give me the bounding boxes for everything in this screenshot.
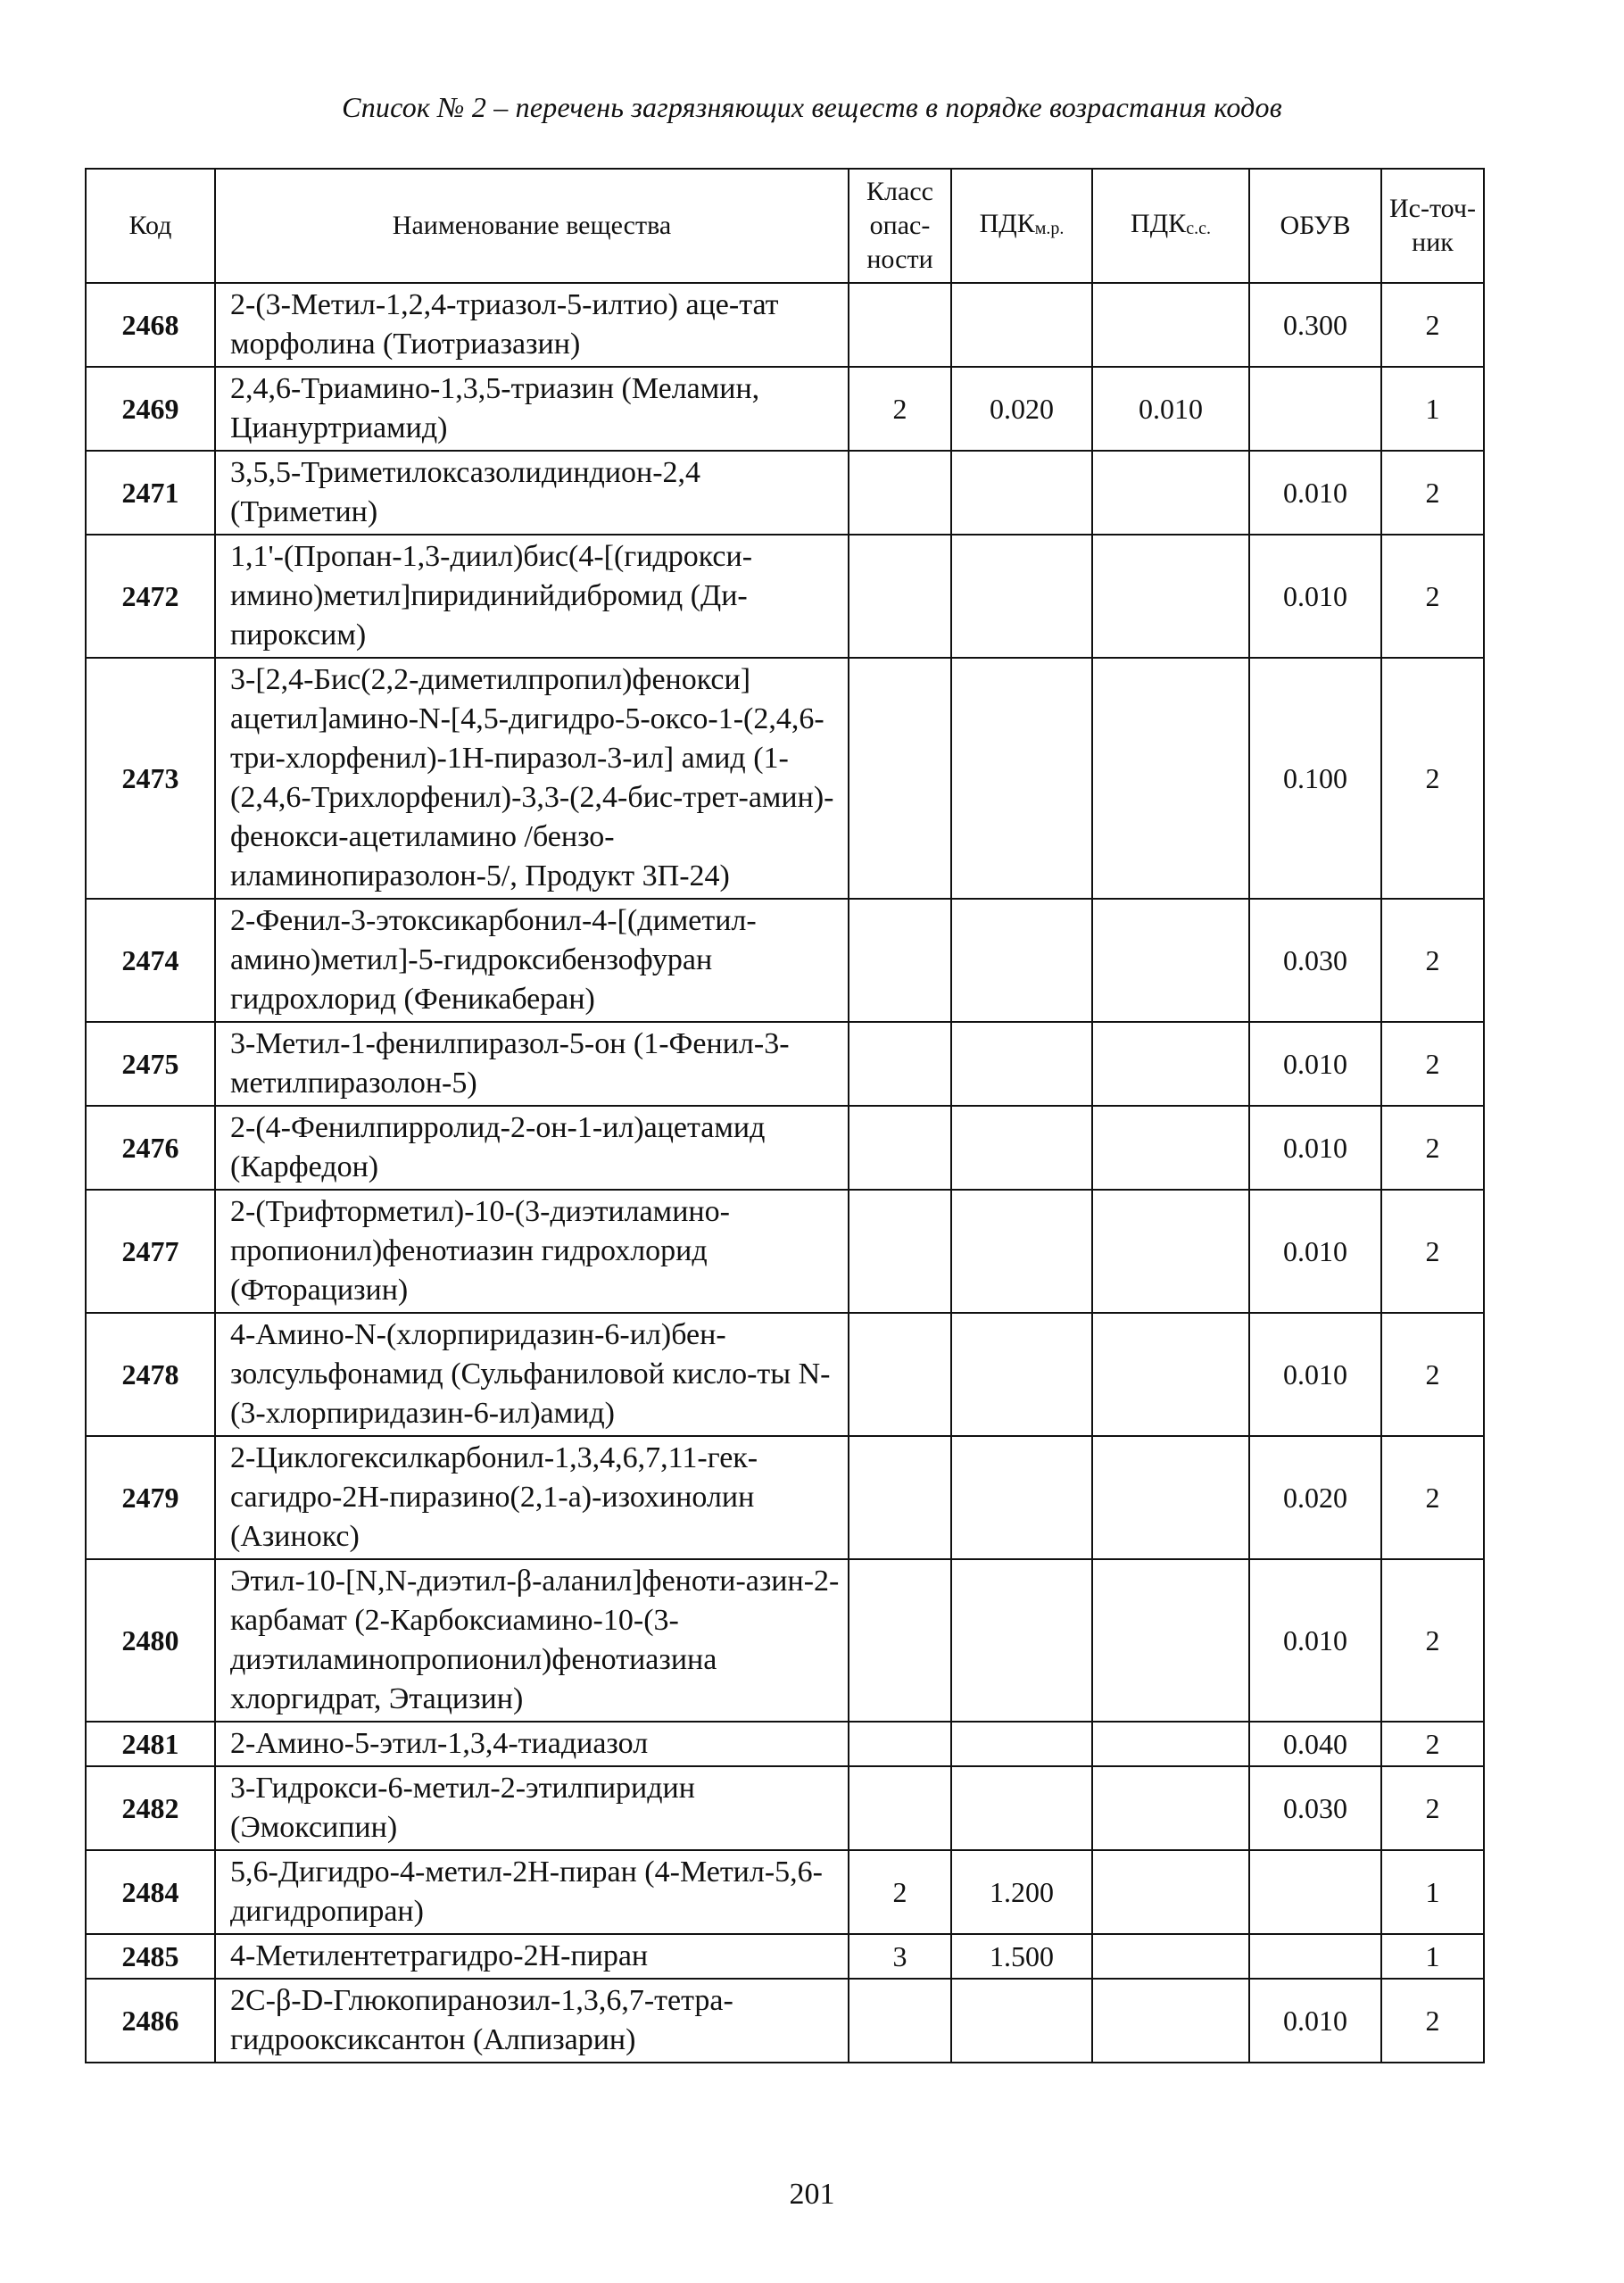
substance-name: Этил-10-[N,N-диэтил-β-аланил]феноти-азин-2-карбамат (2-Карбоксиамино-10-(3-диэтиламинопропионил)фенотиазина хлоргидрат, Этацизин) bbox=[215, 1559, 849, 1722]
pdk-ss-value bbox=[1092, 1313, 1249, 1436]
header-pdk-ss-main: ПДК bbox=[1131, 208, 1187, 238]
table-header-row bbox=[86, 169, 1484, 283]
pdk-mr-value bbox=[951, 283, 1092, 367]
substance-name: 2С-β-D-Глюкопиранозил-1,3,6,7-тетра-гидрооксиксантон (Алпизарин) bbox=[215, 1979, 849, 2063]
hazard-class: 3 bbox=[849, 1934, 951, 1979]
source-value: 2 bbox=[1381, 1559, 1484, 1722]
pdk-mr-value bbox=[951, 451, 1092, 535]
substance-name: 3-Метил-1-фенилпиразол-5-он (1-Фенил-3-метилпиразолон-5) bbox=[215, 1022, 849, 1106]
substance-name: 3-Гидрокси-6-метил-2-этилпиридин (Эмоксипин) bbox=[215, 1766, 849, 1850]
source-value: 2 bbox=[1381, 1313, 1484, 1436]
substance-name: 2-(4-Фенилпирролид-2-он-1-ил)ацетамид (Карфедон) bbox=[215, 1106, 849, 1190]
substance-code: 2478 bbox=[86, 1313, 215, 1436]
source-value: 2 bbox=[1381, 899, 1484, 1022]
hazard-class bbox=[849, 658, 951, 899]
header-pdk-mr bbox=[951, 169, 1092, 283]
obuv-value: 0.100 bbox=[1249, 658, 1381, 899]
obuv-value: 0.300 bbox=[1249, 283, 1381, 367]
substances-table bbox=[85, 168, 1485, 2063]
pdk-mr-value bbox=[951, 1190, 1092, 1313]
source-value: 2 bbox=[1381, 1106, 1484, 1190]
substance-name: 5,6-Дигидро-4-метил-2Н-пиран (4-Метил-5,6-дигидропиран) bbox=[215, 1850, 849, 1934]
source-value: 1 bbox=[1381, 1934, 1484, 1979]
pdk-ss-value bbox=[1092, 1979, 1249, 2063]
substance-code: 2472 bbox=[86, 535, 215, 658]
table-body bbox=[86, 283, 1484, 2063]
obuv-value: 0.020 bbox=[1249, 1436, 1381, 1559]
source-value: 2 bbox=[1381, 1766, 1484, 1850]
table-row bbox=[86, 1106, 1484, 1190]
table-row bbox=[86, 1934, 1484, 1979]
hazard-class: 2 bbox=[849, 367, 951, 451]
substance-code: 2485 bbox=[86, 1934, 215, 1979]
obuv-value: 0.010 bbox=[1249, 1106, 1381, 1190]
source-value: 2 bbox=[1381, 1022, 1484, 1106]
substance-code: 2475 bbox=[86, 1022, 215, 1106]
substance-code: 2473 bbox=[86, 658, 215, 899]
pdk-ss-value bbox=[1092, 658, 1249, 899]
source-value: 2 bbox=[1381, 1190, 1484, 1313]
pdk-mr-value: 0.020 bbox=[951, 367, 1092, 451]
obuv-value: 0.030 bbox=[1249, 1766, 1381, 1850]
pdk-mr-value bbox=[951, 1722, 1092, 1766]
header-code: Код bbox=[86, 169, 215, 283]
source-value: 1 bbox=[1381, 1850, 1484, 1934]
pdk-ss-value bbox=[1092, 1106, 1249, 1190]
table-row bbox=[86, 283, 1484, 367]
hazard-class bbox=[849, 283, 951, 367]
pdk-mr-value bbox=[951, 899, 1092, 1022]
source-value: 2 bbox=[1381, 535, 1484, 658]
source-value: 2 bbox=[1381, 1979, 1484, 2063]
substance-name: 2-Циклогексилкарбонил-1,3,4,6,7,11-гек-сагидро-2Н-пиразино(2,1-а)-изохинолин (Азинокс) bbox=[215, 1436, 849, 1559]
obuv-value: 0.010 bbox=[1249, 1313, 1381, 1436]
pdk-ss-value bbox=[1092, 1722, 1249, 1766]
pdk-ss-value bbox=[1092, 1559, 1249, 1722]
pdk-ss-value bbox=[1092, 899, 1249, 1022]
substance-code: 2474 bbox=[86, 899, 215, 1022]
source-value: 2 bbox=[1381, 1436, 1484, 1559]
substance-name: 4-Амино-N-(хлорпиридазин-6-ил)бен-золсульфонамид (Сульфаниловой кисло-ты N-(3-хлорпиридазин-6-ил)амид) bbox=[215, 1313, 849, 1436]
obuv-value bbox=[1249, 1850, 1381, 1934]
substance-code: 2486 bbox=[86, 1979, 215, 2063]
hazard-class bbox=[849, 1022, 951, 1106]
substance-name: 2-Фенил-3-этоксикарбонил-4-[(диметил-амино)метил]-5-гидроксибензофуран гидрохлорид (Феникаберан) bbox=[215, 899, 849, 1022]
table-row bbox=[86, 1559, 1484, 1722]
table-row bbox=[86, 451, 1484, 535]
pdk-mr-value: 1.200 bbox=[951, 1850, 1092, 1934]
obuv-value: 0.010 bbox=[1249, 451, 1381, 535]
substance-name: 2-(Трифторметил)-10-(3-диэтиламино-пропионил)фенотиазин гидрохлорид (Фторацизин) bbox=[215, 1190, 849, 1313]
table-row bbox=[86, 1022, 1484, 1106]
source-value: 2 bbox=[1381, 1722, 1484, 1766]
pdk-ss-value bbox=[1092, 1436, 1249, 1559]
page-title: Список № 2 – перечень загрязняющих веществ в порядке возрастания кодов bbox=[342, 91, 1282, 123]
header-obuv: ОБУВ bbox=[1249, 169, 1381, 283]
pdk-ss-value bbox=[1092, 451, 1249, 535]
pdk-mr-value bbox=[951, 1022, 1092, 1106]
substance-code: 2468 bbox=[86, 283, 215, 367]
hazard-class bbox=[849, 1313, 951, 1436]
substance-name: 3-[2,4-Бис(2,2-диметилпропил)фенокси] ацетил]амино-N-[4,5-дигидро-5-оксо-1-(2,4,6-три-хлорфенил)-1Н-пиразол-3-ил] амид (1-(2,4,6-Трихлорфенил)-3,3-(2,4-бис-трет-амин)-фенокси-ацетиламино /бензо-иламинопиразолон-5/, Продукт 3П-24) bbox=[215, 658, 849, 899]
pdk-ss-value bbox=[1092, 1190, 1249, 1313]
pdk-ss-value bbox=[1092, 1766, 1249, 1850]
table-row bbox=[86, 1979, 1484, 2063]
pdk-mr-value bbox=[951, 658, 1092, 899]
source-value: 2 bbox=[1381, 658, 1484, 899]
substance-code: 2480 bbox=[86, 1559, 215, 1722]
substance-code: 2481 bbox=[86, 1722, 215, 1766]
hazard-class bbox=[849, 899, 951, 1022]
pdk-ss-value bbox=[1092, 535, 1249, 658]
table-row bbox=[86, 899, 1484, 1022]
page-number: 201 bbox=[789, 2178, 835, 2211]
pdk-ss-value bbox=[1092, 1022, 1249, 1106]
table-row bbox=[86, 658, 1484, 899]
substance-name: 2-(3-Метил-1,2,4-триазол-5-илтио) аце-тат морфолина (Тиотриазазин) bbox=[215, 283, 849, 367]
substance-code: 2469 bbox=[86, 367, 215, 451]
table-row bbox=[86, 1313, 1484, 1436]
hazard-class: 2 bbox=[849, 1850, 951, 1934]
substance-name: 2,4,6-Триамино-1,3,5-триазин (Меламин, Циануртриамид) bbox=[215, 367, 849, 451]
substance-code: 2477 bbox=[86, 1190, 215, 1313]
hazard-class bbox=[849, 1722, 951, 1766]
table-row bbox=[86, 1850, 1484, 1934]
header-pdk-mr-sub: м.р. bbox=[1034, 218, 1065, 238]
table-row bbox=[86, 1190, 1484, 1313]
obuv-value: 0.040 bbox=[1249, 1722, 1381, 1766]
pdk-mr-value bbox=[951, 1766, 1092, 1850]
substance-code: 2479 bbox=[86, 1436, 215, 1559]
pdk-ss-value bbox=[1092, 1850, 1249, 1934]
obuv-value: 0.010 bbox=[1249, 535, 1381, 658]
pdk-mr-value bbox=[951, 1313, 1092, 1436]
substance-code: 2484 bbox=[86, 1850, 215, 1934]
pdk-mr-value bbox=[951, 1436, 1092, 1559]
header-pdk-ss-sub: с.с. bbox=[1186, 218, 1211, 238]
hazard-class bbox=[849, 451, 951, 535]
obuv-value: 0.010 bbox=[1249, 1190, 1381, 1313]
table-row bbox=[86, 367, 1484, 451]
pdk-mr-value bbox=[951, 1106, 1092, 1190]
hazard-class bbox=[849, 535, 951, 658]
substance-code: 2471 bbox=[86, 451, 215, 535]
source-value: 2 bbox=[1381, 283, 1484, 367]
substance-name: 1,1'-(Пропан-1,3-диил)бис(4-[(гидрокси-имино)метил]пиридинийдибромид (Ди-пироксим) bbox=[215, 535, 849, 658]
pdk-mr-value bbox=[951, 1979, 1092, 2063]
substance-code: 2476 bbox=[86, 1106, 215, 1190]
header-pdk-mr-main: ПДК bbox=[979, 208, 1035, 238]
obuv-value bbox=[1249, 367, 1381, 451]
pdk-mr-value: 1.500 bbox=[951, 1934, 1092, 1979]
header-hazard-class: Класс опас-ности bbox=[849, 169, 951, 283]
obuv-value bbox=[1249, 1934, 1381, 1979]
substance-name: 3,5,5-Триметилоксазолидиндион-2,4 (Триметин) bbox=[215, 451, 849, 535]
pdk-ss-value: 0.010 bbox=[1092, 367, 1249, 451]
source-value: 1 bbox=[1381, 367, 1484, 451]
obuv-value: 0.010 bbox=[1249, 1022, 1381, 1106]
header-source: Ис-точ-ник bbox=[1381, 169, 1484, 283]
substance-name: 2-Амино-5-этил-1,3,4-тиадиазол bbox=[215, 1722, 849, 1766]
table-row bbox=[86, 1766, 1484, 1850]
pdk-ss-value bbox=[1092, 1934, 1249, 1979]
source-value: 2 bbox=[1381, 451, 1484, 535]
pdk-mr-value bbox=[951, 1559, 1092, 1722]
obuv-value: 0.010 bbox=[1249, 1559, 1381, 1722]
table-row bbox=[86, 535, 1484, 658]
header-pdk-ss bbox=[1092, 169, 1249, 283]
hazard-class bbox=[849, 1979, 951, 2063]
hazard-class bbox=[849, 1559, 951, 1722]
obuv-value: 0.030 bbox=[1249, 899, 1381, 1022]
pdk-mr-value bbox=[951, 535, 1092, 658]
substance-code: 2482 bbox=[86, 1766, 215, 1850]
hazard-class bbox=[849, 1190, 951, 1313]
hazard-class bbox=[849, 1436, 951, 1559]
hazard-class bbox=[849, 1766, 951, 1850]
obuv-value: 0.010 bbox=[1249, 1979, 1381, 2063]
substance-name: 4-Метилентетрагидро-2Н-пиран bbox=[215, 1934, 849, 1979]
header-name: Наименование вещества bbox=[215, 169, 849, 283]
hazard-class bbox=[849, 1106, 951, 1190]
pdk-ss-value bbox=[1092, 283, 1249, 367]
table-row bbox=[86, 1722, 1484, 1766]
table-row bbox=[86, 1436, 1484, 1559]
